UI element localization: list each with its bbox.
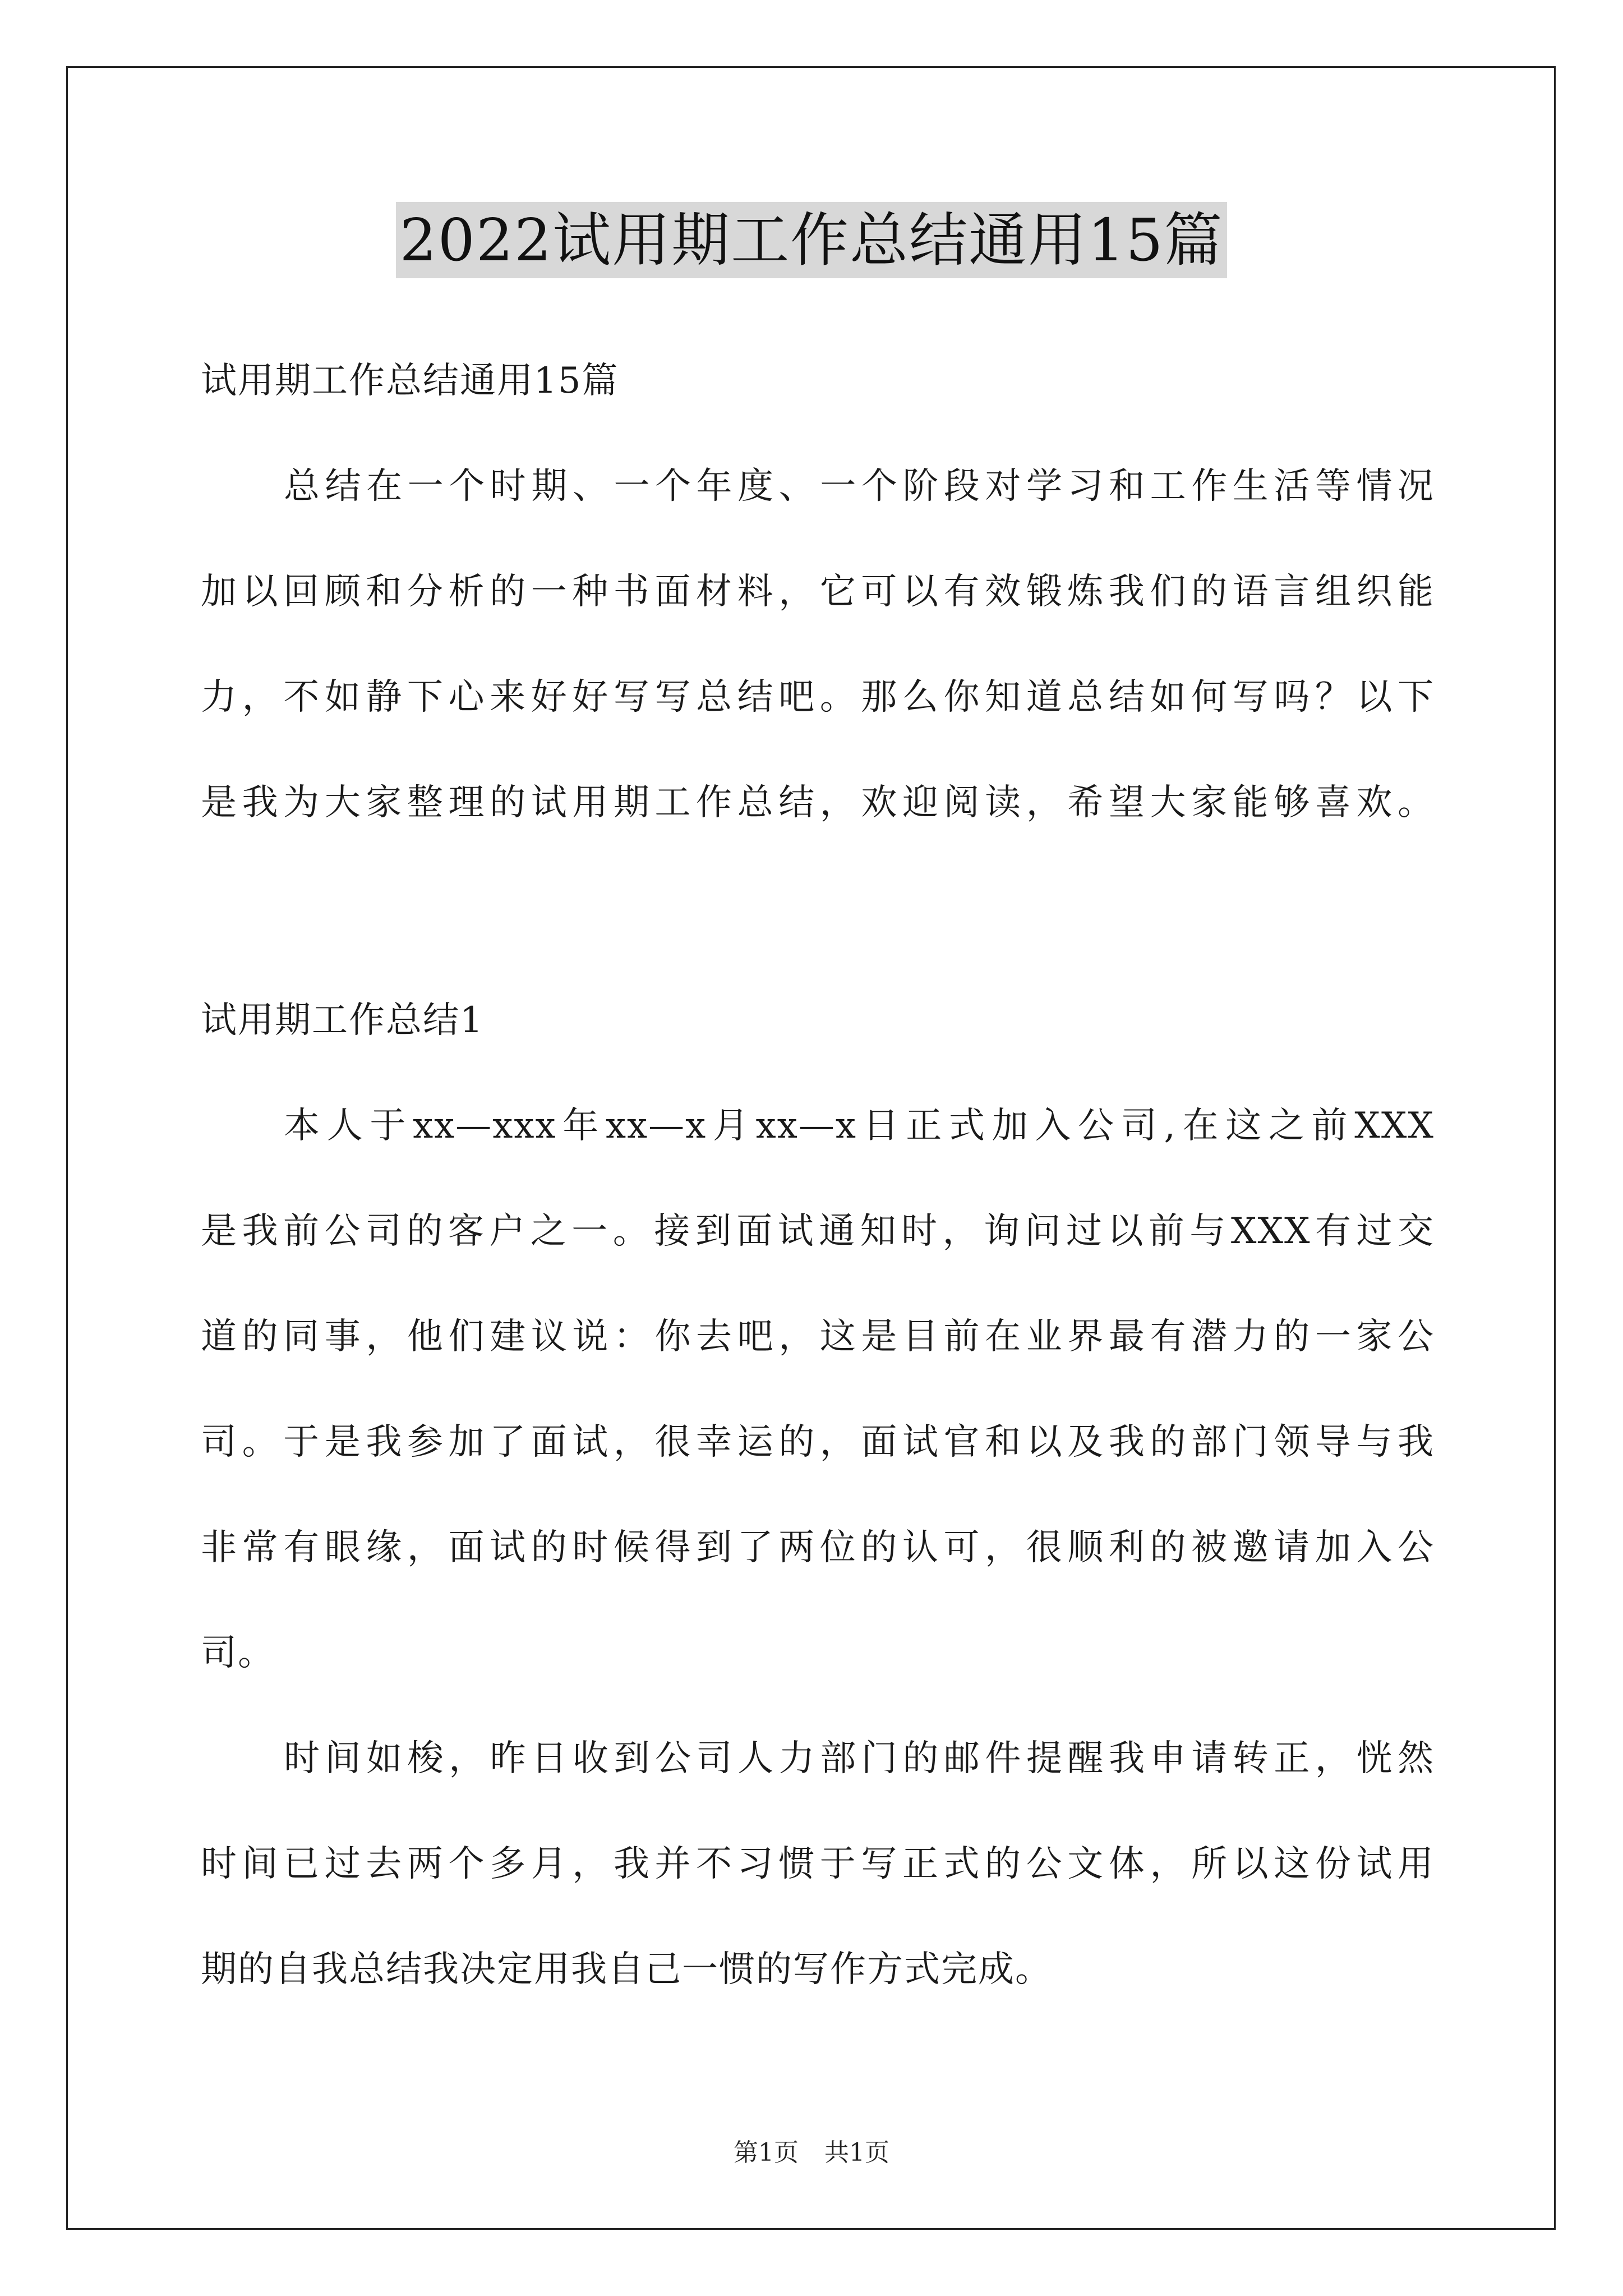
paragraph-line: 是我前公司的客户之一。接到面试通知时，询问过以前与XXX有过交 bbox=[201, 1211, 1435, 1252]
paragraph-line: 司。 bbox=[201, 1632, 275, 1674]
paragraph-line: 道的同事，他们建议说：你去吧，这是目前在业界最有潜力的一家公 bbox=[201, 1316, 1435, 1358]
page-number-total: 共1页 bbox=[824, 2138, 889, 2167]
title-container bbox=[0, 202, 1623, 278]
page-number-current: 第1页 bbox=[734, 2138, 799, 2167]
intro-line: 总结在一个时期、一个年度、一个阶段对学习和工作生活等情况 bbox=[284, 466, 1435, 507]
paragraph-line: 期的自我总结我决定用我自己一惯的写作方式完成。 bbox=[201, 1949, 1052, 1990]
section-heading: 试用期工作总结1 bbox=[201, 1000, 484, 1041]
intro-line: 加以回顾和分析的一种书面材料，它可以有效锻炼我们的语言组织能 bbox=[201, 571, 1435, 613]
page-footer bbox=[0, 2136, 1623, 2170]
paragraph-line: 时间已过去两个多月，我并不习惯于写正式的公文体，所以这份试用 bbox=[201, 1843, 1435, 1885]
intro-line: 是我为大家整理的试用期工作总结，欢迎阅读，希望大家能够喜欢。 bbox=[201, 782, 1435, 823]
paragraph-line: 时间如梭，昨日收到公司人力部门的邮件提醒我申请转正，恍然 bbox=[284, 1738, 1435, 1779]
paragraph-line: 司。于是我参加了面试，很幸运的，面试官和以及我的部门领导与我 bbox=[201, 1421, 1435, 1463]
paragraph-line: 非常有眼缘，面试的时候得到了两位的认可，很顺利的被邀请加入公 bbox=[201, 1527, 1435, 1568]
document-subtitle: 试用期工作总结通用15篇 bbox=[201, 360, 619, 402]
paragraph-line: 本人于xx—xxx年xx—x月xx—x日正式加入公司,在这之前XXX bbox=[284, 1105, 1435, 1147]
document-title: 2022试用期工作总结通用15篇 bbox=[396, 202, 1227, 278]
intro-line: 力，不如静下心来好好写写总结吧。那么你知道总结如何写吗？以下 bbox=[201, 677, 1435, 718]
